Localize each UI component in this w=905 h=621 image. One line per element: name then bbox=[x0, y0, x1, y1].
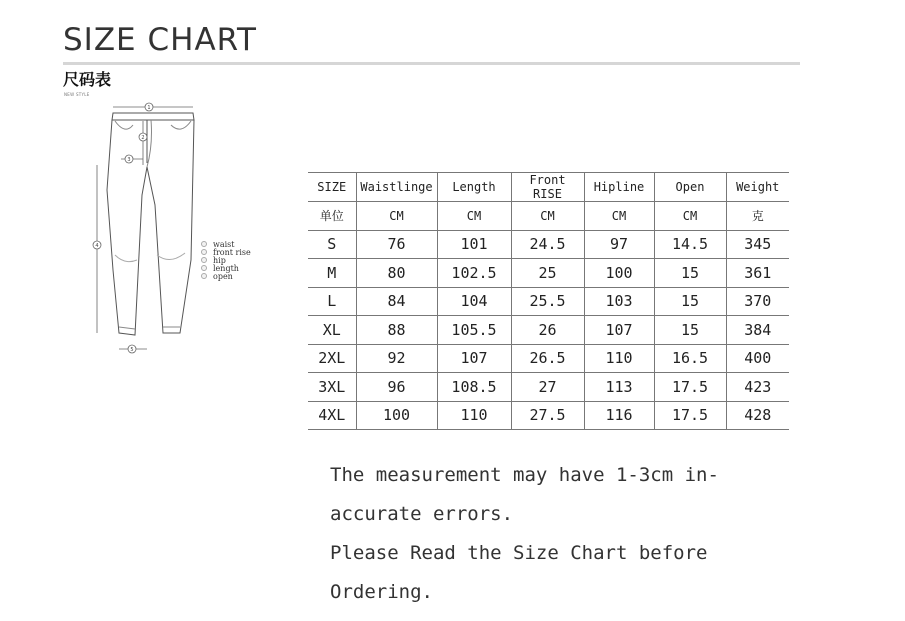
table-cell: 26.5 bbox=[511, 344, 584, 373]
column-header: Hipline bbox=[584, 173, 654, 202]
table-row bbox=[308, 230, 789, 259]
table-row bbox=[308, 401, 789, 430]
unit-cell: CM bbox=[437, 202, 511, 231]
table-cell: 101 bbox=[437, 230, 511, 259]
diagram-legend bbox=[201, 240, 251, 280]
notice-line: The measurement may have 1-3cm in- bbox=[330, 464, 719, 486]
table-row bbox=[308, 287, 789, 316]
table-cell: 17.5 bbox=[654, 373, 726, 402]
title-divider bbox=[63, 62, 800, 65]
table-row bbox=[308, 316, 789, 345]
legend-item bbox=[201, 272, 251, 280]
table-cell: 88 bbox=[356, 316, 437, 345]
table-cell: 102.5 bbox=[437, 259, 511, 288]
legend-label: length bbox=[213, 263, 239, 273]
table-cell: 384 bbox=[726, 316, 789, 345]
table-cell: 24.5 bbox=[511, 230, 584, 259]
marker-label: 4 bbox=[95, 243, 99, 249]
measurement-notice bbox=[330, 456, 719, 612]
legend-label: front rise bbox=[213, 247, 251, 257]
table-cell: 76 bbox=[356, 230, 437, 259]
column-header: Waistlinge bbox=[356, 173, 437, 202]
table-row bbox=[308, 344, 789, 373]
pants-diagram bbox=[85, 95, 205, 360]
unit-cell: 单位 bbox=[319, 209, 344, 224]
table-cell: 107 bbox=[437, 344, 511, 373]
unit-cell: CM bbox=[654, 202, 726, 231]
table-cell: 15 bbox=[654, 259, 726, 288]
legend-dot-icon bbox=[201, 273, 207, 279]
table-cell: 25.5 bbox=[511, 287, 584, 316]
table-cell: 27 bbox=[511, 373, 584, 402]
legend-label: open bbox=[213, 271, 233, 281]
table-cell: 84 bbox=[356, 287, 437, 316]
table-cell: 361 bbox=[726, 259, 789, 288]
table-cell: 116 bbox=[584, 401, 654, 430]
size-cell: L bbox=[327, 292, 337, 311]
page-title: SIZE CHART bbox=[63, 22, 257, 58]
size-table bbox=[308, 172, 789, 430]
table-cell: 80 bbox=[356, 259, 437, 288]
notice-line: Please Read the Size Chart before bbox=[330, 542, 708, 564]
column-header: Open bbox=[654, 173, 726, 202]
size-cell: 2XL bbox=[318, 349, 346, 368]
size-cell: 4XL bbox=[318, 406, 346, 425]
size-cell: S bbox=[327, 235, 337, 254]
marker-label: 3 bbox=[127, 157, 131, 163]
size-cell: XL bbox=[322, 320, 341, 339]
table-cell: 107 bbox=[584, 316, 654, 345]
marker-label: 2 bbox=[141, 135, 145, 141]
legend-dot-icon bbox=[201, 265, 207, 271]
column-header: SIZE bbox=[317, 180, 347, 194]
table-cell: 26 bbox=[511, 316, 584, 345]
marker-label: 5 bbox=[130, 347, 134, 353]
table-cell: 100 bbox=[356, 401, 437, 430]
table-cell: 345 bbox=[726, 230, 789, 259]
legend-dot-icon bbox=[201, 249, 207, 255]
table-cell: 423 bbox=[726, 373, 789, 402]
column-header: Weight bbox=[726, 173, 789, 202]
table-cell: 15 bbox=[654, 316, 726, 345]
table-cell: 100 bbox=[584, 259, 654, 288]
unit-cell: CM bbox=[511, 202, 584, 231]
table-cell: 15 bbox=[654, 287, 726, 316]
size-cell: M bbox=[327, 263, 337, 282]
legend-label: hip bbox=[213, 255, 226, 265]
unit-cell: 克 bbox=[726, 202, 789, 231]
table-cell: 370 bbox=[726, 287, 789, 316]
legend-item bbox=[201, 248, 251, 256]
table-header-row bbox=[308, 173, 789, 202]
table-cell: 110 bbox=[437, 401, 511, 430]
table-row bbox=[308, 373, 789, 402]
table-cell: 108.5 bbox=[437, 373, 511, 402]
unit-cell: CM bbox=[584, 202, 654, 231]
table-cell: 110 bbox=[584, 344, 654, 373]
new-style-tag: NEW STYLE bbox=[64, 92, 90, 97]
column-header: Front RISE bbox=[511, 173, 584, 202]
table-cell: 92 bbox=[356, 344, 437, 373]
table-cell: 400 bbox=[726, 344, 789, 373]
size-cell: 3XL bbox=[318, 377, 346, 396]
notice-line: Ordering. bbox=[330, 581, 433, 603]
table-cell: 104 bbox=[437, 287, 511, 316]
table-row bbox=[308, 259, 789, 288]
table-cell: 103 bbox=[584, 287, 654, 316]
unit-cell: CM bbox=[356, 202, 437, 231]
table-cell: 25 bbox=[511, 259, 584, 288]
table-cell: 16.5 bbox=[654, 344, 726, 373]
table-cell: 105.5 bbox=[437, 316, 511, 345]
marker-label: 1 bbox=[147, 105, 151, 111]
table-cell: 113 bbox=[584, 373, 654, 402]
legend-label: waist bbox=[213, 239, 235, 249]
legend-dot-icon bbox=[201, 257, 207, 263]
chinese-subtitle: 尺码表 bbox=[63, 70, 112, 89]
table-unit-row bbox=[308, 202, 789, 231]
column-header: Length bbox=[437, 173, 511, 202]
table-cell: 96 bbox=[356, 373, 437, 402]
table-cell: 27.5 bbox=[511, 401, 584, 430]
legend-dot-icon bbox=[201, 241, 207, 247]
table-cell: 17.5 bbox=[654, 401, 726, 430]
table-cell: 97 bbox=[584, 230, 654, 259]
table-cell: 428 bbox=[726, 401, 789, 430]
notice-line: accurate errors. bbox=[330, 503, 514, 525]
table-cell: 14.5 bbox=[654, 230, 726, 259]
